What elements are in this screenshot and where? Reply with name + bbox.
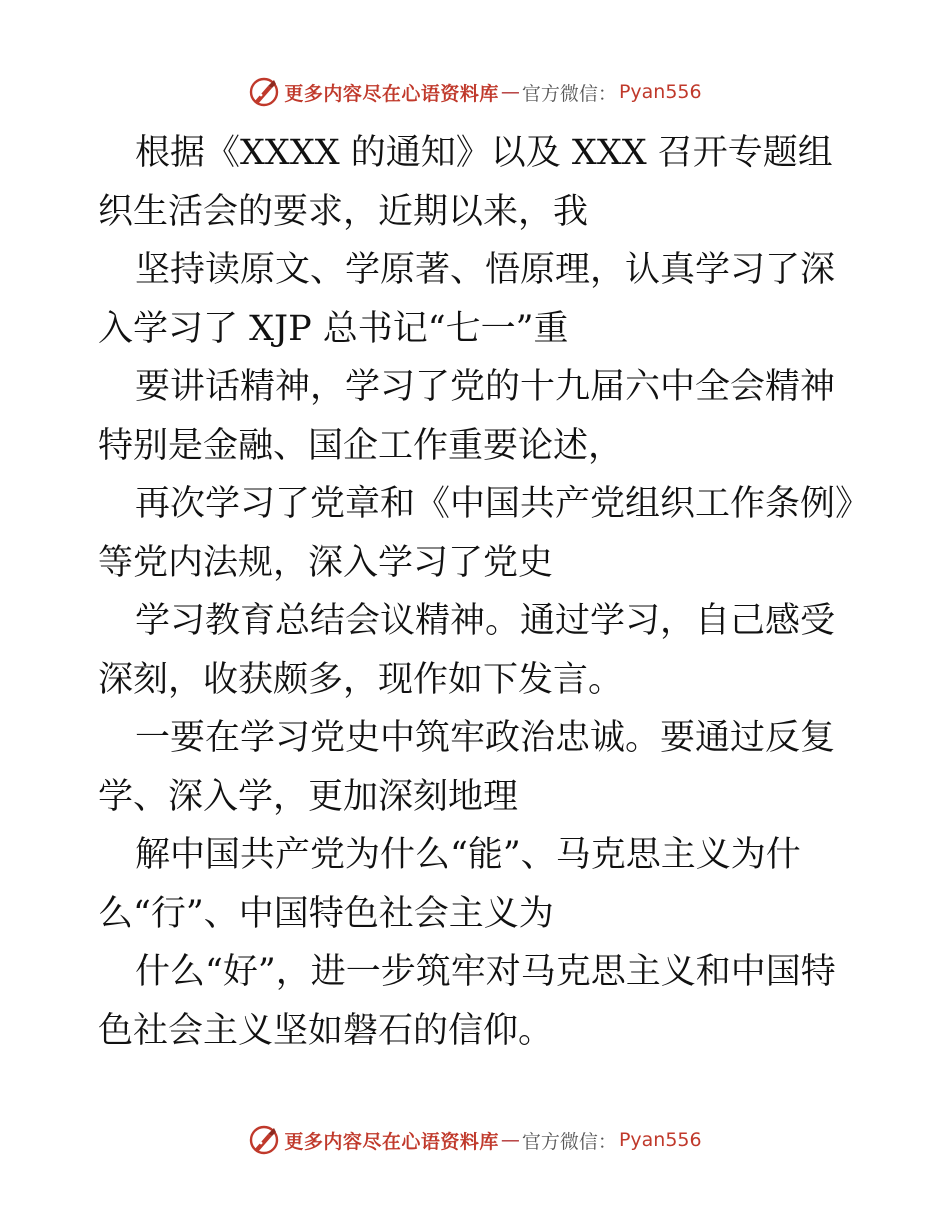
paragraph-1: 根据《XXXX 的通知》以及 XXX 召开专题组织生活会的要求，近期以来，我 — [98, 133, 833, 232]
pen-nib-logo-icon — [248, 1124, 280, 1156]
paragraph-8: 什么“好”，进一步筑牢对马克思主义和中国特色社会主义坚如磐石的信仰。 — [98, 952, 836, 1051]
footer-banner — [0, 1120, 950, 1160]
paragraph-4: 再次学习了党章和《中国共产党组织工作条例》等党内法规，深入学习了党史 — [98, 484, 853, 583]
footer-official-label: 官方微信： — [521, 1130, 617, 1153]
pen-nib-logo-icon — [248, 76, 280, 108]
header-dash: — — [500, 81, 520, 103]
header-wechat-id: Pyan556 — [618, 81, 702, 103]
footer-brand-text: 更多内容尽在心语资料库 — [284, 1130, 499, 1153]
paragraph-3: 要讲话精神，学习了党的十九届六中全会精神特别是金融、国企工作重要论述， — [98, 367, 836, 466]
paragraph-5: 学习教育总结会议精神。通过学习，自己感受深刻，收获颇多，现作如下发言。 — [98, 601, 836, 700]
header-banner — [0, 72, 950, 112]
header-brand-text: 更多内容尽在心语资料库 — [284, 82, 499, 105]
paragraph-7: 解中国共产党为什么“能”、马克思主义为什么“行”、中国特色社会主义为 — [98, 835, 801, 934]
paragraph-2: 坚持读原文、学原著、悟原理，认真学习了深入学习了 XJP 总书记“七一”重 — [98, 250, 836, 349]
document-body — [98, 124, 858, 1060]
footer-wechat-id: Pyan556 — [618, 1129, 702, 1151]
footer-dash: — — [500, 1129, 520, 1151]
header-official-label: 官方微信： — [521, 82, 617, 105]
paragraph-6: 一要在学习党史中筑牢政治忠诚。要通过反复学、深入学，更加深刻地理 — [98, 718, 836, 817]
